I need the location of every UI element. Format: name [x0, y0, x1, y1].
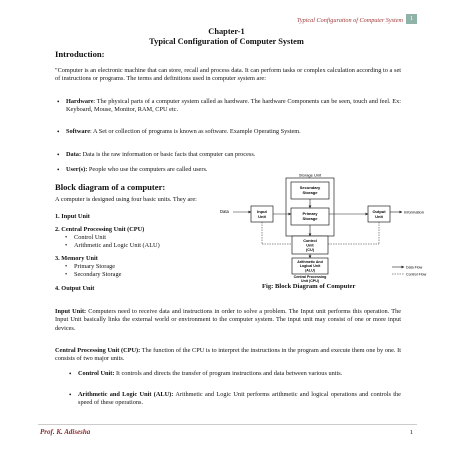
primary-storage-line2: Storage: [302, 216, 318, 221]
definition: : A Set or collection of programs is known as software. Example Operating System.: [90, 128, 301, 135]
cpu-paragraph: [55, 347, 401, 364]
term: Control Unit:: [78, 370, 115, 377]
legend-data-flow: Data Flow: [406, 265, 423, 270]
cpu-sub-alu: • Arithmetic and Logic Unit (ALU): [65, 242, 160, 249]
running-header: Typical Configuration of Computer System: [296, 17, 403, 24]
cpu-line1: Central Processing: [293, 275, 327, 279]
unit-memory: 3. Memory Unit: [55, 255, 98, 262]
bullet-icon: •: [65, 271, 68, 278]
bullet-icon: •: [69, 391, 72, 399]
term: Arithmetic and Logic Unit (ALU):: [78, 391, 174, 398]
body: Computers need to receive data and instructions in order to solve a problem. The Input unit performs this operation. The Input Unit basically links the external world or environment to the computer system. The input unit may consist of one or more input devices.: [55, 308, 402, 332]
introduction-paragraph: "Computer is an electronic machine that can store, recall and process data. It can perform tasks or complex calculation according to a set of instructions or programs. The terms and definitions used in computer system are:: [55, 67, 401, 83]
introduction-heading: Introduction:: [55, 49, 105, 59]
bullet-icon: •: [57, 128, 60, 136]
term: User(s):: [66, 166, 88, 173]
storage-unit-label: Storage Unit: [298, 172, 322, 178]
term: Data:: [66, 151, 82, 158]
hardware-item: [57, 98, 401, 115]
control-unit-line2: Unit: [306, 243, 314, 248]
secondary-storage-line1: Secondary: [299, 185, 321, 190]
primary-storage-line1: Primary: [302, 211, 318, 216]
cpu-line2: Unit (CPU): [301, 279, 319, 283]
unit-output: 4. Output Unit: [55, 285, 95, 292]
unit-cpu: 2. Central Processing Unit (CPU): [55, 226, 145, 233]
bullet-icon: •: [65, 242, 68, 249]
definition: People who use the computers are called users.: [87, 166, 208, 173]
information-label: Information: [404, 209, 425, 215]
data-item: [57, 151, 401, 159]
definition: It controls and directs the transfer of program instructions and data between various units.: [114, 370, 343, 377]
control-unit-line1: Control: [303, 239, 317, 243]
alu-line1: Arithmetic And: [297, 260, 323, 264]
data-label: Data: [220, 209, 229, 214]
term: Software: [66, 128, 91, 135]
bullet-icon: •: [57, 98, 60, 106]
body: The function of the CPU is to interpret the instructions in the program and execute them one by one. It consists of two major units.: [55, 347, 401, 363]
bullet-icon: •: [57, 166, 60, 174]
block-diagram: [218, 172, 427, 283]
block-diagram-lead: A computer is designed using four basic units. They are:: [55, 196, 197, 203]
input-unit-line1: Input: [257, 209, 267, 214]
memory-sub-primary: • Primary Storage: [65, 263, 116, 270]
block-diagram-heading: Block diagram of a computer:: [55, 182, 166, 192]
cpu-sub-control: • Control Unit: [65, 234, 107, 241]
memory-sub-secondary: • Secondary Storage: [65, 271, 122, 278]
page-title: Typical Configuration of Computer System: [149, 37, 304, 46]
input-unit-paragraph: [55, 308, 401, 333]
chapter-label: Chapter-1: [208, 27, 245, 36]
definition: : The physical parts of a computer system called as hardware. The hardware Components can be seen, touch and feel. Ex: Keyboard, Mouse, Monitor, RAM, CPU etc.: [66, 98, 401, 114]
alu-line3: (ALU): [305, 268, 315, 273]
alu-item: [69, 391, 401, 408]
definition: Data is the raw information or basic facts that computer can process.: [81, 151, 256, 158]
alu-line2: Logical Unit: [299, 264, 321, 268]
term: Central Processing Unit (CPU):: [55, 347, 141, 354]
footer-author: Prof. K. Adisesha: [40, 428, 91, 436]
term: Hardware: [66, 98, 94, 105]
output-unit-line2: Unit: [375, 214, 383, 219]
output-unit-line1: Output: [372, 209, 386, 214]
legend-control-flow: Control Flow: [406, 272, 427, 277]
secondary-storage-line2: Storage: [302, 190, 318, 195]
footer-divider: [38, 424, 417, 425]
unit-input: 1. Input Unit: [55, 213, 90, 220]
bullet-icon: •: [65, 234, 68, 241]
bullet-icon: •: [57, 151, 60, 159]
term: Input Unit:: [55, 308, 87, 315]
header-page-tab: 1: [406, 14, 417, 24]
software-item: [57, 128, 401, 136]
bullet-icon: •: [65, 263, 68, 270]
footer-page-number: 1: [409, 429, 413, 436]
control-unit-item: [69, 370, 401, 378]
bullet-icon: •: [69, 370, 72, 378]
input-unit-line2: Unit: [258, 214, 266, 219]
definition: Arithmetic and Logic Unit performs arithmetic and logical operations and controls the speed of these operations.: [78, 391, 401, 407]
figure-caption: Fig: Block Diagram of Computer: [262, 283, 356, 290]
control-unit-line3: (CU): [305, 248, 315, 252]
